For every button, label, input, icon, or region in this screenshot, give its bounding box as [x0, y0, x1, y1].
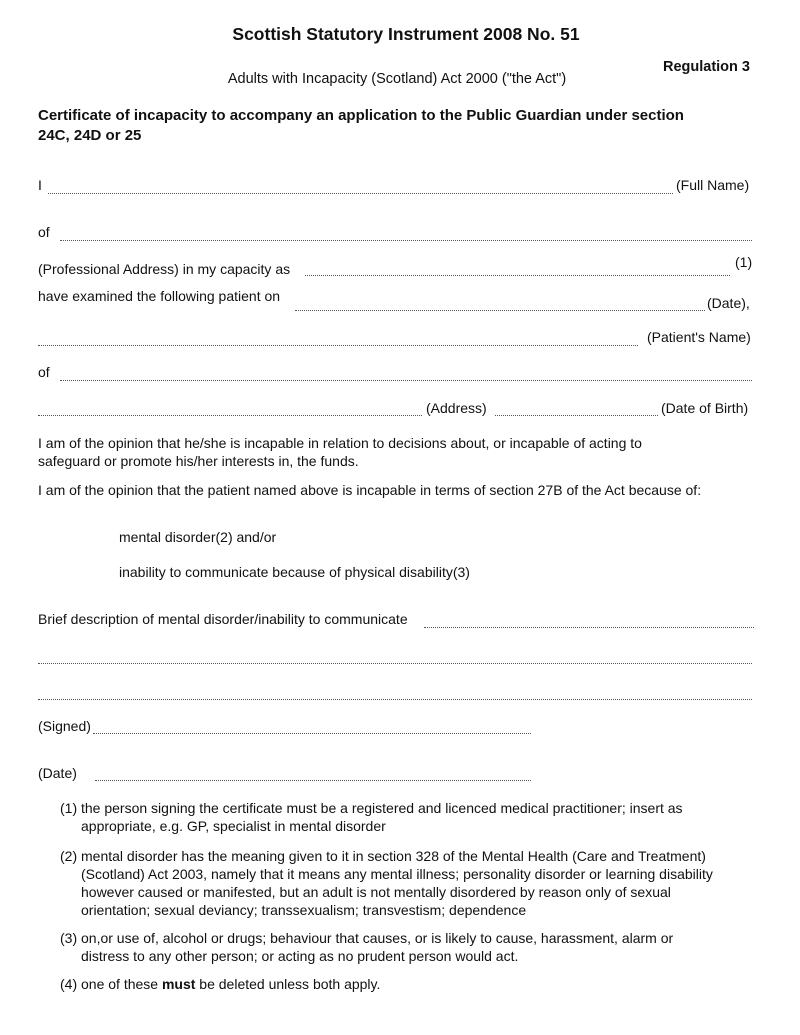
footnote-number: (1) [60, 800, 78, 816]
patient-name-label: (Patient's Name) [647, 329, 751, 345]
brief-description-field-3[interactable] [38, 699, 752, 700]
patient-name-field[interactable] [38, 345, 638, 346]
signing-date-label: (Date) [38, 765, 77, 781]
footnote-1 [60, 799, 720, 835]
date-of-birth-field[interactable] [495, 415, 658, 416]
of-label-patient: of [38, 364, 50, 380]
document-title: Scottish Statutory Instrument 2008 No. 51 [232, 24, 580, 44]
footnote-4 [60, 975, 720, 993]
opinion-section-27b: I am of the opinion that the patient named above is incapable in terms of section 27B of the Act because of: [38, 482, 702, 498]
patient-address-field-2[interactable] [38, 415, 422, 416]
footnote-text: mental disorder has the meaning given to it in section 328 of the Mental Health (Care and Treatment) (Scotland) Act 2003, namely that it means any mental illness; personality disorder or learning disability however caused or manifested, but an adult is not mentally disordered by reason only of sexual orientation; sexual deviancy; transsexualism; transvestism; dependence [81, 848, 713, 918]
date-label: (Date), [707, 295, 750, 311]
professional-address-label: (Professional Address) in my capacity as [38, 261, 291, 277]
date-of-birth-label: (Date of Birth) [661, 400, 749, 416]
capacity-note-ref: (1) [735, 254, 753, 270]
signed-label: (Signed) [38, 718, 91, 734]
certificate-heading: Certificate of incapacity to accompany an application to the Public Guardian under section 24C, 24D or 25 [38, 107, 684, 144]
footnote-number: (3) [60, 930, 78, 946]
act-subtitle: Adults with Incapacity (Scotland) Act 2000 ("the Act") [227, 71, 567, 87]
footnote-number: (4) [60, 976, 78, 992]
option-inability-to-communicate[interactable]: inability to communicate because of physical disability(3) [119, 564, 470, 580]
opinion-funds: I am of the opinion that he/she is incapable in relation to decisions about, or incapable of acting to safeguard or promote his/her interests in, the funds. [38, 435, 642, 469]
brief-description-field-2[interactable] [38, 663, 752, 664]
emphasis-must: must [161, 976, 196, 992]
patient-address-field[interactable] [60, 380, 752, 381]
footnote-3 [60, 929, 720, 965]
of-label: of [38, 224, 50, 240]
footnote-text: one of these must be deleted unless both apply. [81, 976, 381, 992]
brief-description-label: Brief description of mental disorder/inability to communicate [38, 611, 408, 627]
full-name-field[interactable] [48, 193, 673, 194]
footnote-2 [60, 847, 720, 919]
address-label: (Address) [426, 400, 487, 416]
full-name-label: (Full Name) [676, 177, 750, 193]
brief-description-field-1[interactable] [424, 627, 754, 628]
i-label: I [38, 177, 42, 193]
professional-address-field[interactable] [60, 240, 752, 241]
footnote-text: on,or use of, alcohol or drugs; behaviour that causes, or is likely to cause, harassment, alarm or distress to any other person; or acting as no prudent person would act. [81, 930, 674, 964]
regulation-label: Regulation 3 [662, 59, 750, 75]
signature-field[interactable] [93, 733, 531, 734]
signing-date-field[interactable] [95, 780, 531, 781]
option-mental-disorder[interactable]: mental disorder(2) and/or [119, 529, 277, 545]
footnote-number: (2) [60, 848, 78, 864]
capacity-field[interactable] [305, 275, 730, 276]
examined-label: have examined the following patient on [38, 288, 281, 304]
examination-date-field[interactable] [295, 310, 705, 311]
footnote-text: the person signing the certificate must be a registered and licenced medical practitioner; insert as appropriate, e.g. GP, specialist in mental disorder [81, 800, 683, 834]
